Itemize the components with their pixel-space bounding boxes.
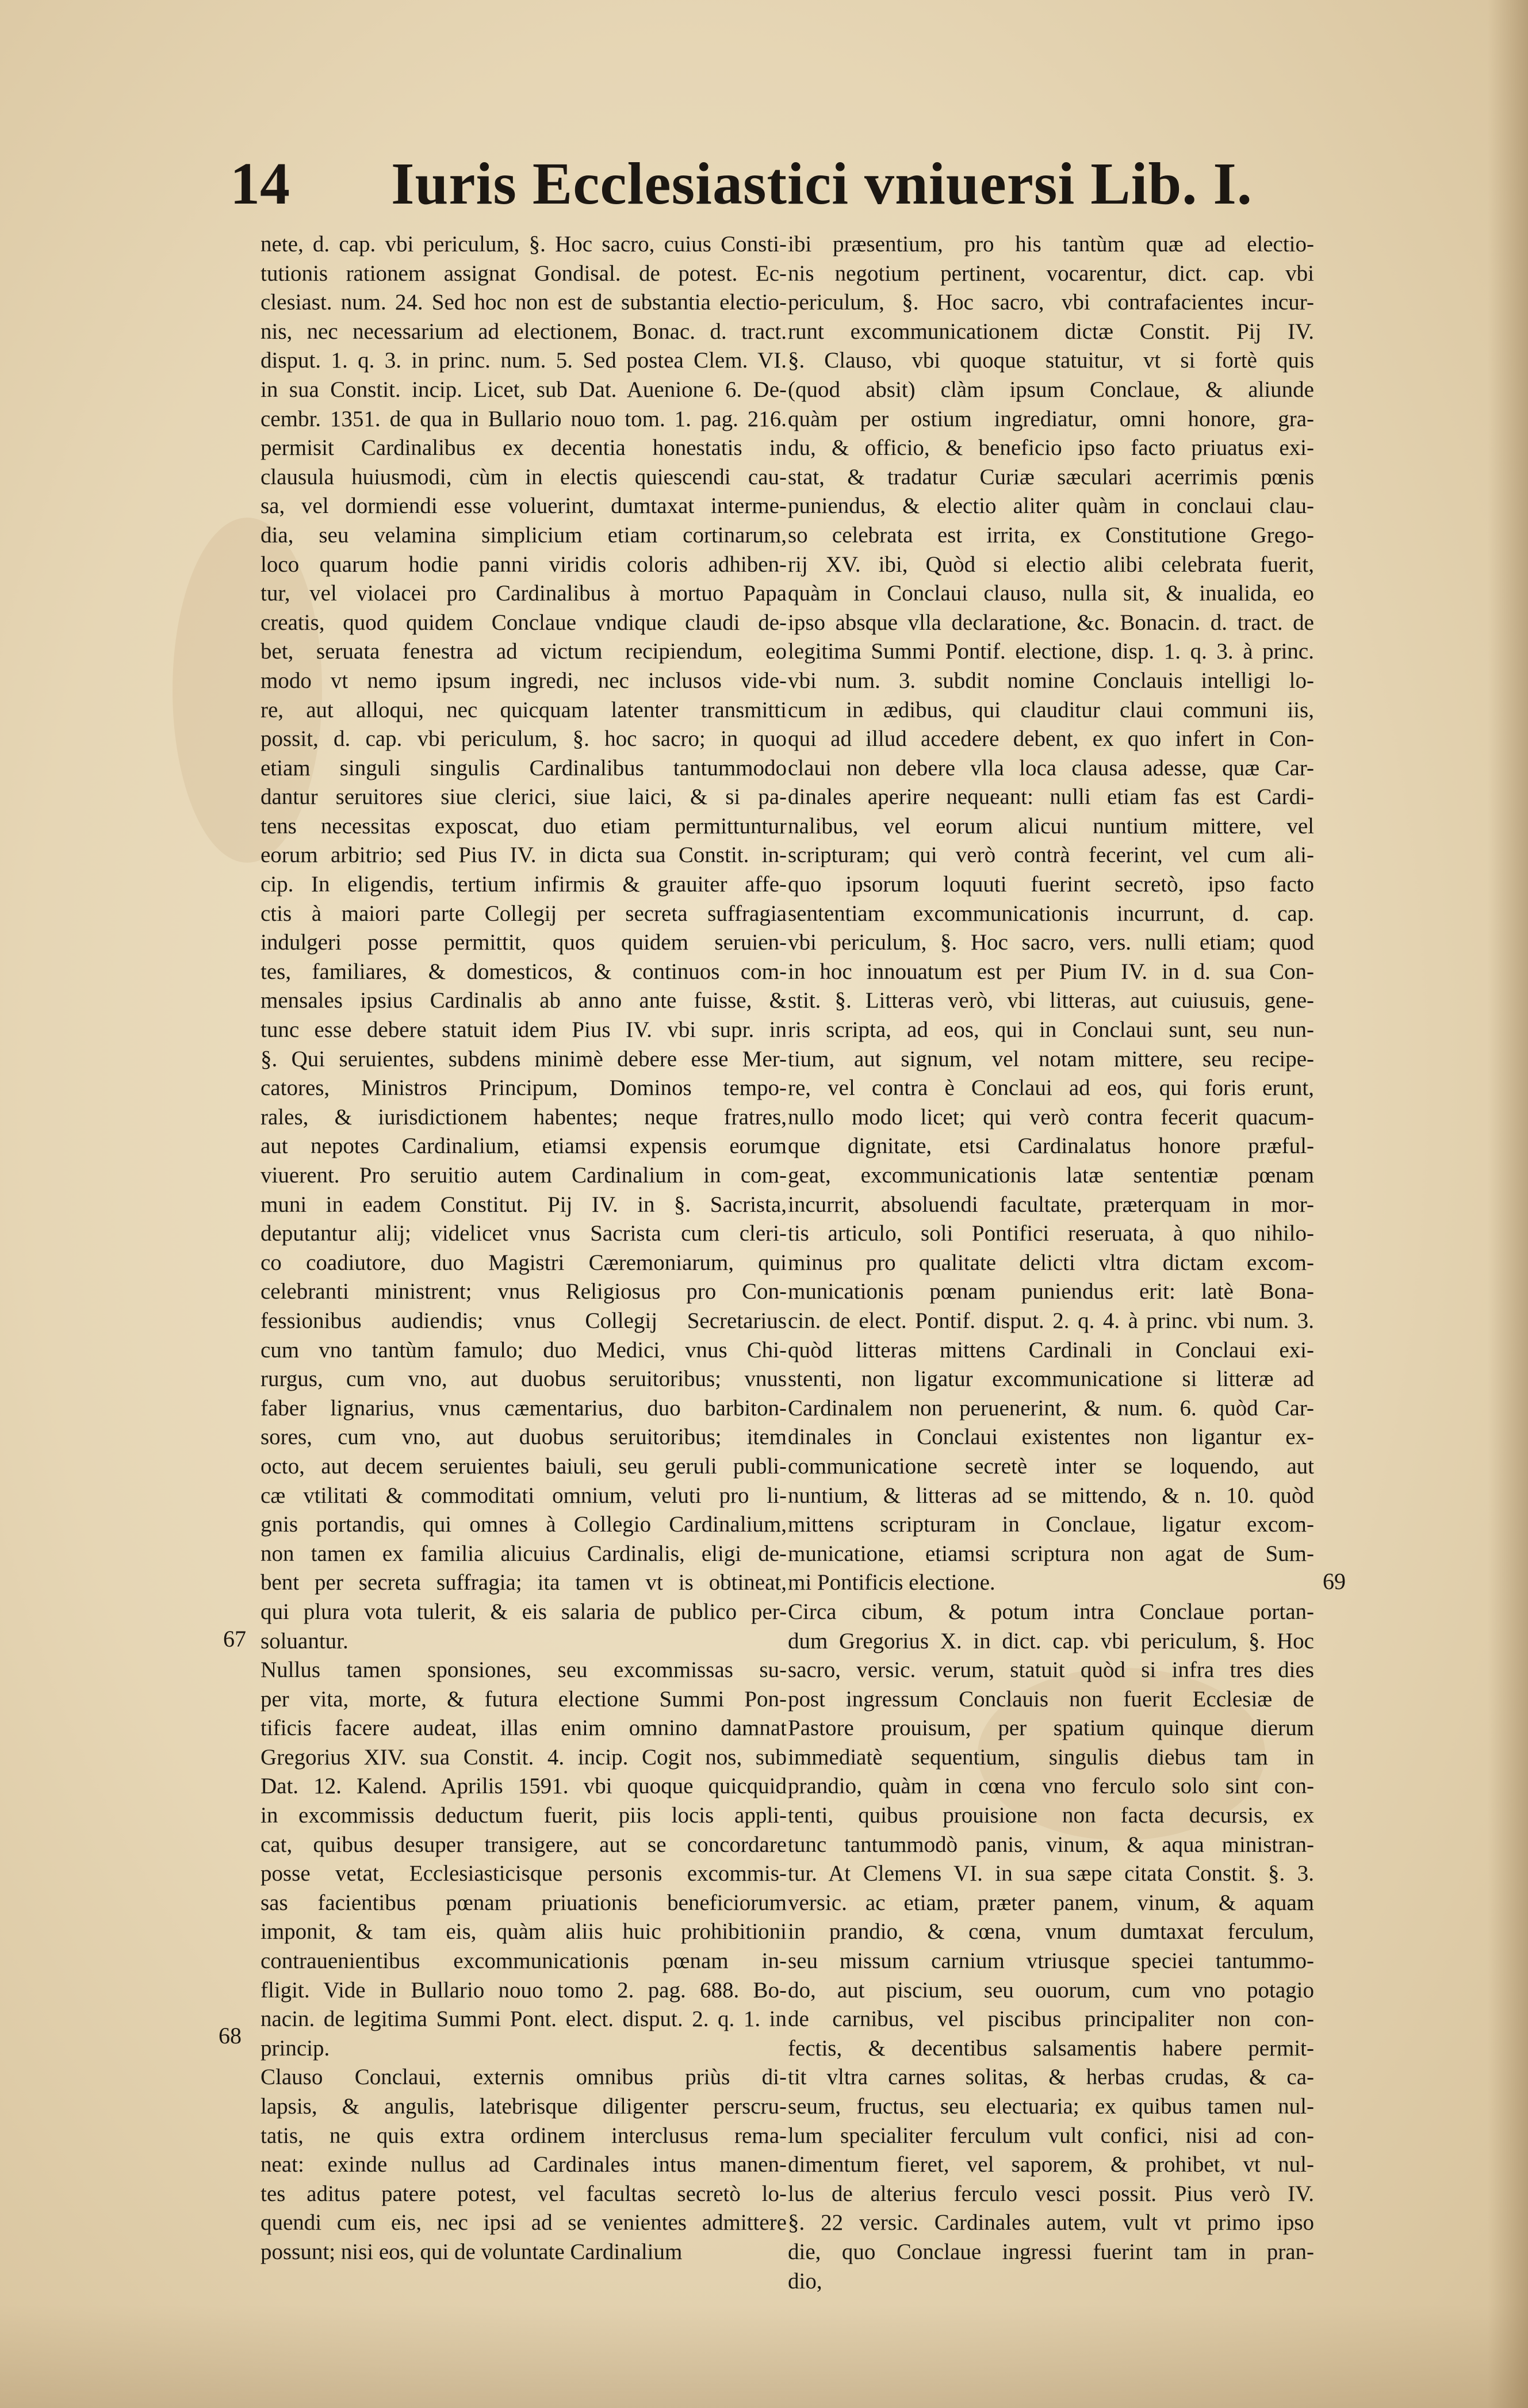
text-line: fectis, & decentibus salsamentis habere permit-	[788, 2035, 1314, 2061]
text-line: creatis, quod quidem Conclaue vndique claudi de-	[261, 610, 787, 635]
page-header	[230, 144, 1265, 230]
text-line: tunc esse debere statuit idem Pius IV. vbi supr. in	[261, 1017, 787, 1043]
text-line: communicatione secretè inter se loquendo, aut	[788, 1453, 1314, 1479]
text-line: cum in ædibus, qui clauditur claui communi iis,	[788, 697, 1314, 722]
text-line: etiam singuli singulis Cardinalibus tantummodo	[261, 755, 787, 780]
text-line: de carnibus, vel piscibus principaliter non con-	[788, 2007, 1314, 2032]
text-line: catores, Ministros Principum, Dominos tempo-	[261, 1075, 787, 1101]
text-line: rurgus, cum vno, aut duobus seruitoribus; vnus	[261, 1366, 787, 1392]
text-line: nuntium, & litteras ad se mittendo, & n. 10. quòd	[788, 1483, 1314, 1508]
text-line: per vita, morte, & futura electione Summi Pon-	[261, 1686, 787, 1712]
text-line: quo ipsorum loquuti fuerint secretò, ipso facto	[788, 872, 1314, 897]
text-line: possunt; nisi eos, qui de voluntate Cardinalium	[261, 2239, 683, 2264]
text-line: prandio, quàm in cœna vno ferculo solo sint con-	[788, 1774, 1314, 1799]
text-line: du, & officio, & beneficio ipso facto priuatus exi-	[788, 435, 1314, 461]
text-line: stat, & tradatur Curiæ sæculari acerrimis pœnis	[788, 464, 1314, 489]
text-line: §. Clauso, vbi quoque statuitur, vt si fortè quis	[788, 348, 1314, 373]
text-line: cin. de elect. Pontif. disput. 2. q. 4. à princ. vbi num. 3.	[788, 1308, 1314, 1333]
text-line: ipso absque vlla declaratione, &c. Bonacin. d. tract. de	[788, 610, 1314, 635]
text-line: sententiam excommunicationis incurrunt, d. cap.	[788, 901, 1314, 926]
text-line: claui non debere vlla loca clausa adesse, quæ Car-	[788, 755, 1314, 780]
text-line: seu missum carnium vtriusque speciei tantummo-	[788, 1948, 1314, 1974]
text-line: incurrit, absoluendi facultate, præterquam in mor-	[788, 1192, 1314, 1217]
text-line: geat, excommunicationis latæ sententiæ pœnam	[788, 1163, 1314, 1188]
text-line: re, aut alloqui, nec quicquam latenter transmitti	[261, 697, 787, 722]
text-line: dio,	[788, 2268, 822, 2294]
text-line: disput. 1. q. 3. in princ. num. 5. Sed postea Clem. VI.	[261, 348, 787, 373]
text-line: loco quarum hodie panni viridis coloris adhiben-	[261, 552, 787, 577]
text-line: Circa cibum, & potum intra Conclaue portan-	[788, 1599, 1314, 1624]
text-line: fessionibus audiendis; vnus Collegij Secretarius	[261, 1308, 787, 1333]
text-line: lus de alterius ferculo vesci possit. Pius verò IV.	[788, 2181, 1314, 2206]
text-line: Dat. 12. Kalend. Aprilis 1591. vbi quoque quicquid	[261, 1774, 787, 1799]
text-line: tit vltra carnes solitas, & herbas crudas, & ca-	[788, 2065, 1314, 2090]
text-line: co coadiutore, duo Magistri Cæremoniarum, qui	[261, 1250, 787, 1275]
text-line: minus pro qualitate delicti vltra dictam excom-	[788, 1250, 1314, 1275]
text-line: post ingressum Conclauis non fuerit Ecclesiæ de	[788, 1686, 1314, 1712]
text-line: in prandio, & cœna, vnum dumtaxat ferculum,	[788, 1919, 1314, 1944]
text-line: tatis, ne quis extra ordinem interclusus rema-	[261, 2123, 787, 2148]
text-line: (quod absit) clàm ipsum Conclaue, & aliunde	[788, 377, 1314, 402]
text-line: posse vetat, Ecclesiasticisque personis excommis-	[261, 1861, 787, 1886]
text-line: tutionis rationem assignat Gondisal. de potest. Ec-	[261, 261, 787, 286]
text-line: immediatè sequentium, singulis diebus tam in	[788, 1744, 1314, 1770]
text-line: mittens scripturam in Conclaue, ligatur excom-	[788, 1512, 1314, 1537]
text-line: deputantur alij; videlicet vnus Sacrista cum cleri-	[261, 1221, 787, 1246]
text-line: nis, nec necessarium ad electionem, Bonac. d. tract.	[261, 319, 787, 344]
text-line: bent per secreta suffragia; ita tamen vt is obtineat,	[261, 1570, 787, 1595]
text-line: in excommissis deductum fuerit, piis locis appli-	[261, 1803, 787, 1828]
text-line: municationis pœnam puniendus erit: latè Bona-	[788, 1279, 1314, 1304]
text-line: dinales aperire nequeant: nulli etiam fas est Cardi-	[788, 784, 1314, 810]
text-line: dimentum fieret, vel saporem, & prohibet, vt nul-	[788, 2152, 1314, 2177]
text-line: gnis portandis, qui omnes à Collegio Cardinalium,	[261, 1512, 787, 1537]
text-line: in sua Constit. incip. Licet, sub Dat. Auenione 6. De-	[261, 377, 787, 402]
text-line: qui plura vota tulerit, & eis salaria de publico per-	[261, 1599, 787, 1624]
text-line: tis articulo, soli Pontifici reseruata, à quo nihilo-	[788, 1221, 1314, 1246]
text-line: mensales ipsius Cardinalis ab anno ante fuisse, &	[261, 988, 787, 1013]
text-line: bet, seruata fenestra ad victum recipiendum, eo	[261, 639, 787, 664]
text-line: sores, cum vno, aut duobus seruitoribus; item	[261, 1425, 787, 1450]
text-line: nis negotium pertinent, vocarentur, dict. cap. vbi	[788, 261, 1314, 286]
text-line: cip. In eligendis, tertium infirmis & grauiter affe-	[261, 872, 787, 897]
text-line: Cardinalem non peruenerint, & num. 6. quòd Car-	[788, 1395, 1314, 1421]
text-line: imponit, & tam eis, quàm aliis huic prohibitioni	[261, 1919, 787, 1944]
text-line: cum vno tantùm famulo; duo Medici, vnus Chi-	[261, 1337, 787, 1362]
text-line: lapsis, & angulis, latebrisque diligenter perscru-	[261, 2094, 787, 2119]
text-line: sacro, versic. verum, statuit quòd si infra tres dies	[788, 1657, 1314, 1683]
text-line: re, vel contra è Conclaui ad eos, qui foris erunt,	[788, 1075, 1314, 1101]
text-line: rij XV. ibi, Quòd si electio alibi celebrata fuerit,	[788, 552, 1314, 577]
text-line: nalibus, vel eorum alicui nuntium mittere, vel	[788, 813, 1314, 839]
text-line: Nullus tamen sponsiones, seu excommissas su-	[261, 1657, 787, 1683]
margin-number-68: 68	[219, 2023, 242, 2049]
text-line: que dignitate, etsi Cardinalatus honore præful-	[788, 1134, 1314, 1159]
text-line: stenti, non ligatur excommunicatione si litteræ ad	[788, 1366, 1314, 1392]
text-line: aut nepotes Cardinalium, etiamsi expensis eorum	[261, 1134, 787, 1159]
text-line: fligit. Vide in Bullario nouo tomo 2. pag. 688. Bo-	[261, 1977, 787, 2003]
text-line: legitima Summi Pontif. electione, disp. 1. q. 3. à princ.	[788, 639, 1314, 664]
text-line: dum Gregorius X. in dict. cap. vbi periculum, §. Hoc	[788, 1628, 1314, 1653]
text-line: princip.	[261, 2035, 330, 2061]
margin-number-67: 67	[223, 1626, 246, 1652]
text-line: Clauso Conclaui, externis omnibus priùs di-	[261, 2065, 787, 2090]
text-line: possit, d. cap. vbi periculum, §. hoc sacro; in quo	[261, 726, 787, 752]
text-line: versic. ac etiam, præter panem, vinum, & aquam	[788, 1890, 1314, 1915]
text-line: tes, familiares, & domesticos, & continuos com-	[261, 959, 787, 984]
text-line: faber lignarius, vnus cæmentarius, duo barbiton-	[261, 1395, 787, 1421]
text-line: sa, vel dormiendi esse voluerint, dumtaxat interme-	[261, 493, 787, 519]
text-line: eorum arbitrio; sed Pius IV. in dicta sua Constit. in-	[261, 843, 787, 868]
text-line: qui ad illud accedere debent, ex quo infert in Con-	[788, 726, 1314, 752]
text-line: non tamen ex familia alicuius Cardinalis, eligi de-	[261, 1541, 787, 1566]
text-line: scripturam; qui verò contrà fecerint, vel cum ali-	[788, 843, 1314, 868]
text-line: neat: exinde nullus ad Cardinales intus manen-	[261, 2152, 787, 2177]
text-line: quàm in Conclaui clauso, nulla sit, & inualida, eo	[788, 581, 1314, 606]
page-number: 14	[230, 151, 290, 217]
text-line: Gregorius XIV. sua Constit. 4. incip. Cogit nos, sub	[261, 1744, 787, 1770]
text-line: so celebrata est irrita, ex Constitutione Grego-	[788, 522, 1314, 548]
text-line: sas facientibus pœnam priuationis beneficiorum	[261, 1890, 787, 1915]
text-line: cæ vtilitati & commoditati omnium, veluti pro li-	[261, 1483, 787, 1508]
text-line: clausula huiusmodi, cùm in electis quiescendi cau-	[261, 464, 787, 489]
right-column	[788, 230, 1314, 2296]
text-line: mi Pontificis electione.	[788, 1570, 995, 1595]
text-line: tur. At Clemens VI. in sua sæpe citata Constit. §. 3.	[788, 1861, 1314, 1886]
text-line: nacin. de legitima Summi Pont. elect. disput. 2. q. 1. in	[261, 2007, 787, 2032]
text-line: tur, vel violacei pro Cardinalibus à mortuo Papa	[261, 581, 787, 606]
text-line: vbi periculum, §. Hoc sacro, vers. nulli etiam; quod	[788, 930, 1314, 955]
text-line: permisit Cardinalibus ex decentia honestatis in	[261, 435, 787, 461]
text-line: tificis facere audeat, illas enim omnino damnat	[261, 1716, 787, 1741]
text-line: dinales in Conclaui existentes non ligantur ex-	[788, 1425, 1314, 1450]
text-line: lum specialiter ferculum vult confici, nisi ad con-	[788, 2123, 1314, 2148]
text-line: dantur seruitores siue clerici, siue laici, & si pa-	[261, 784, 787, 810]
text-line: tunc tantummodò panis, vinum, & aqua ministran-	[788, 1832, 1314, 1857]
text-line: periculum, §. Hoc sacro, vbi contrafacientes incur-	[788, 290, 1314, 315]
text-line: tenti, quibus prouisione non facta decursis, ex	[788, 1803, 1314, 1828]
text-line: nullo modo licet; qui verò contra fecerit quacum-	[788, 1104, 1314, 1130]
text-line: octo, aut decem seruientes baiuli, seu geruli publi-	[261, 1453, 787, 1479]
text-line: viuerent. Pro seruitio autem Cardinalium in com-	[261, 1163, 787, 1188]
text-line: ris scripta, ad eos, qui in Conclaui sunt, seu nun-	[788, 1017, 1314, 1043]
text-line: do, aut piscium, seu ouorum, cum vno potagio	[788, 1977, 1314, 2003]
left-column	[261, 230, 787, 2267]
text-line: tens necessitas exposcat, duo etiam permittuntur	[261, 813, 787, 839]
text-line: in hoc innouatum est per Pium IV. in d. sua Con-	[788, 959, 1314, 984]
text-line: Pastore prouisum, per spatium quinque dierum	[788, 1716, 1314, 1741]
text-line: ctis à maiori parte Collegij per secreta suffragia	[261, 901, 787, 926]
text-line: muni in eadem Constitut. Pij IV. in §. Sacrista,	[261, 1192, 787, 1217]
text-line: quòd litteras mittens Cardinali in Conclaui exi-	[788, 1337, 1314, 1362]
text-line: quendi cum eis, nec ipsi ad se venientes admittere	[261, 2210, 787, 2235]
text-line: contrauenientibus excommunicationis pœnam in-	[261, 1948, 787, 1974]
text-line: cembr. 1351. de qua in Bullario nouo tom. 1. pag. 216.	[261, 406, 787, 431]
margin-number-69: 69	[1323, 1568, 1346, 1594]
text-line: rales, & iurisdictionem habentes; neque fratres,	[261, 1104, 787, 1130]
text-line: ibi præsentium, pro his tantùm quæ ad electio-	[788, 232, 1314, 257]
text-line: celebranti ministrent; vnus Religiosus pro Con-	[261, 1279, 787, 1304]
text-line: tium, aut signum, vel notam mittere, seu recipe-	[788, 1046, 1314, 1071]
text-line: stit. §. Litteras verò, vbi litteras, aut cuiusuis, gene-	[788, 988, 1314, 1013]
text-line: municatione, etiamsi scriptura non agat de Sum-	[788, 1541, 1314, 1566]
text-line: tes aditus patere potest, vel facultas secretò lo-	[261, 2181, 787, 2206]
text-line: die, quo Conclaue ingressi fuerint tam in pran-	[788, 2239, 1314, 2264]
text-line: seum, fructus, seu electuaria; ex quibus tamen nul-	[788, 2094, 1314, 2119]
text-line: modo vt nemo ipsum ingredi, nec inclusos vide-	[261, 668, 787, 693]
text-line: vbi num. 3. subdit nomine Conclauis intelligi lo-	[788, 668, 1314, 693]
text-line: nete, d. cap. vbi periculum, §. Hoc sacro, cuius Consti-	[261, 232, 787, 257]
text-line: §. Qui seruientes, subdens minimè debere esse Mer-	[261, 1046, 787, 1071]
text-line: runt excommunicationem dictæ Constit. Pij IV.	[788, 319, 1314, 344]
text-line: cat, quibus desuper transigere, aut se concordare	[261, 1832, 787, 1857]
text-line: clesiast. num. 24. Sed hoc non est de substantia electio-	[261, 290, 787, 315]
running-title: Iuris Ecclesiastici vniuersi Lib. I.	[391, 151, 1253, 217]
text-line: puniendus, & electio aliter quàm in conclaui clau-	[788, 493, 1314, 519]
text-line: quàm per ostium ingrediatur, omni honore, gra-	[788, 406, 1314, 431]
text-line: §. 22 versic. Cardinales autem, vult vt primo ipso	[788, 2210, 1314, 2235]
text-line: indulgeri posse permittit, quos quidem seruien-	[261, 930, 787, 955]
text-line: dia, seu velamina simplicium etiam cortinarum,	[261, 522, 787, 548]
text-line: soluantur.	[261, 1628, 349, 1653]
